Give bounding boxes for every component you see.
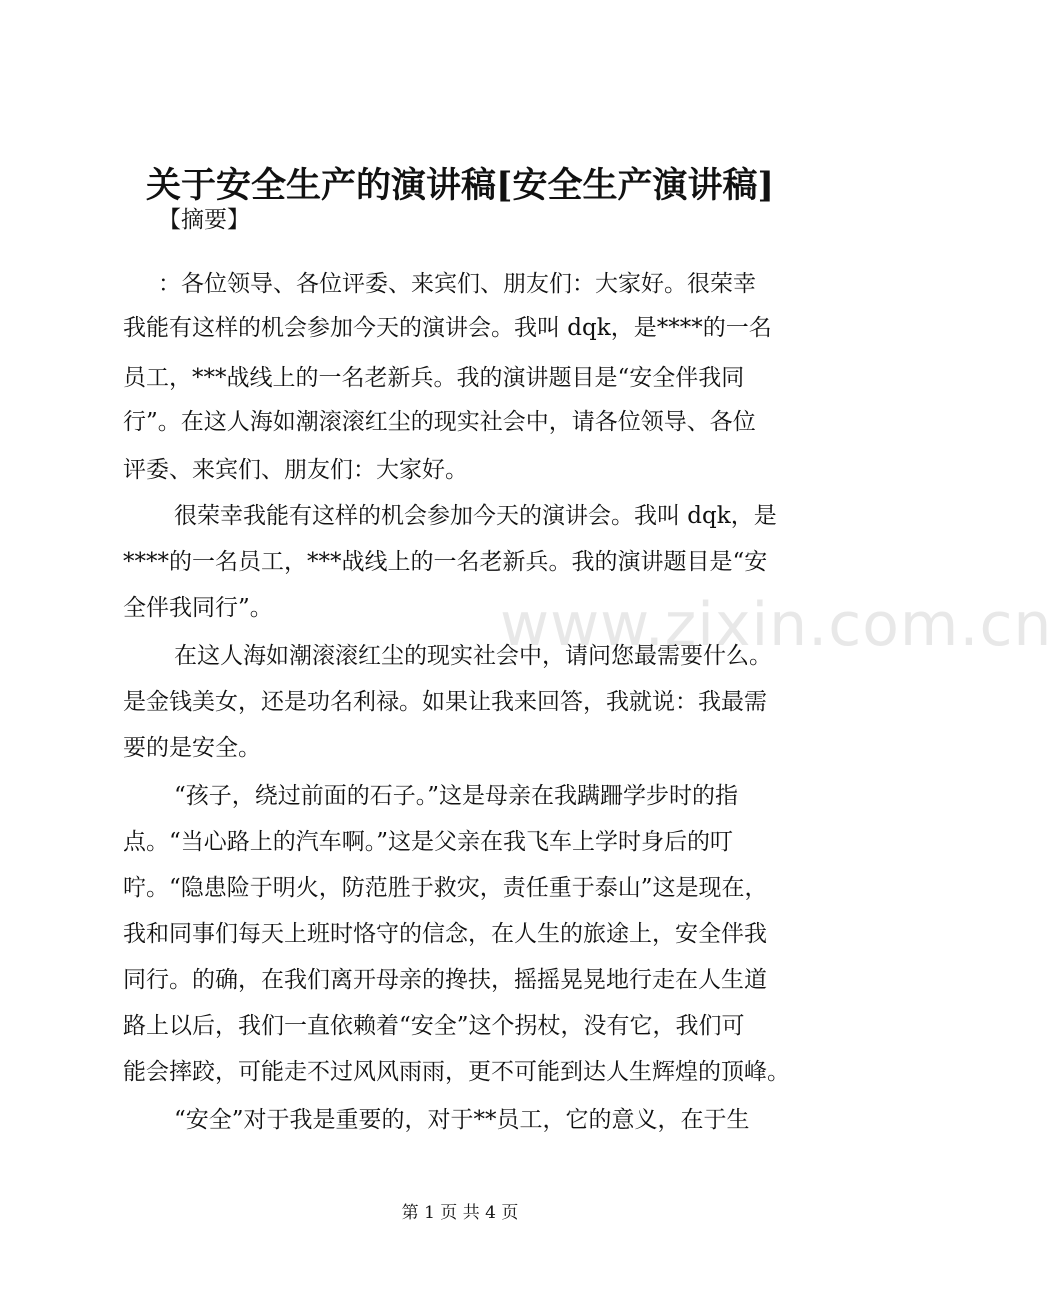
body-line: 同行。的确，在我们离开母亲的搀扶，摇摇晃晃地行走在人生道 [123,967,767,993]
body-line: 路上以后，我们一直依赖着“安全”这个拐杖，没有它，我们可 [123,1013,745,1039]
body-line: “安全”对于我是重要的，对于**员工，它的意义，在于生 [174,1107,750,1133]
document-title: 关于安全生产的演讲稿[安全生产演讲稿] [145,165,775,206]
page-footer: 第 1 页 共 4 页 [401,1203,519,1223]
body-line: ****的一名员工，***战线上的一名老新兵。我的演讲题目是“安 [123,549,768,575]
body-line: ：各位领导、各位评委、来宾们、朋友们：大家好。很荣幸 [158,271,756,297]
body-line: 在这人海如潮滚滚红尘的现实社会中，请问您最需要什么。 [174,643,772,669]
body-line: 评委、来宾们、朋友们：大家好。 [123,457,468,483]
watermark: www.zixin.com.cn [500,590,1052,660]
body-line: 点。“当心路上的汽车啊。”这是父亲在我飞车上学时身后的叮 [123,829,734,855]
body-line: 全伴我同行”。 [123,595,273,621]
body-line: “孩子，绕过前面的石子。”这是母亲在我蹒跚学步时的指 [174,783,739,809]
abstract-label: 【摘要】 [158,207,250,233]
body-line: 员工，***战线上的一名老新兵。我的演讲题目是“安全伴我同 [123,365,745,391]
body-line: 能会摔跤，可能走不过风风雨雨，更不可能到达人生辉煌的顶峰。 [123,1059,790,1085]
body-line: 是金钱美女，还是功名利禄。如果让我来回答，我就说：我最需 [123,689,767,715]
body-line: 行”。在这人海如潮滚滚红尘的现实社会中，请各位领导、各位 [123,409,756,435]
body-line: 要的是安全。 [123,735,261,761]
body-line: 我能有这样的机会参加今天的演讲会。我叫 dqk，是****的一名 [123,315,772,341]
body-line: 我和同事们每天上班时恪守的信念，在人生的旅途上，安全伴我 [123,921,767,947]
body-line: 咛。“隐患险于明火，防范胜于救灾，责任重于泰山”这是现在， [123,875,768,901]
body-line: 很荣幸我能有这样的机会参加今天的演讲会。我叫 dqk，是 [174,503,777,529]
